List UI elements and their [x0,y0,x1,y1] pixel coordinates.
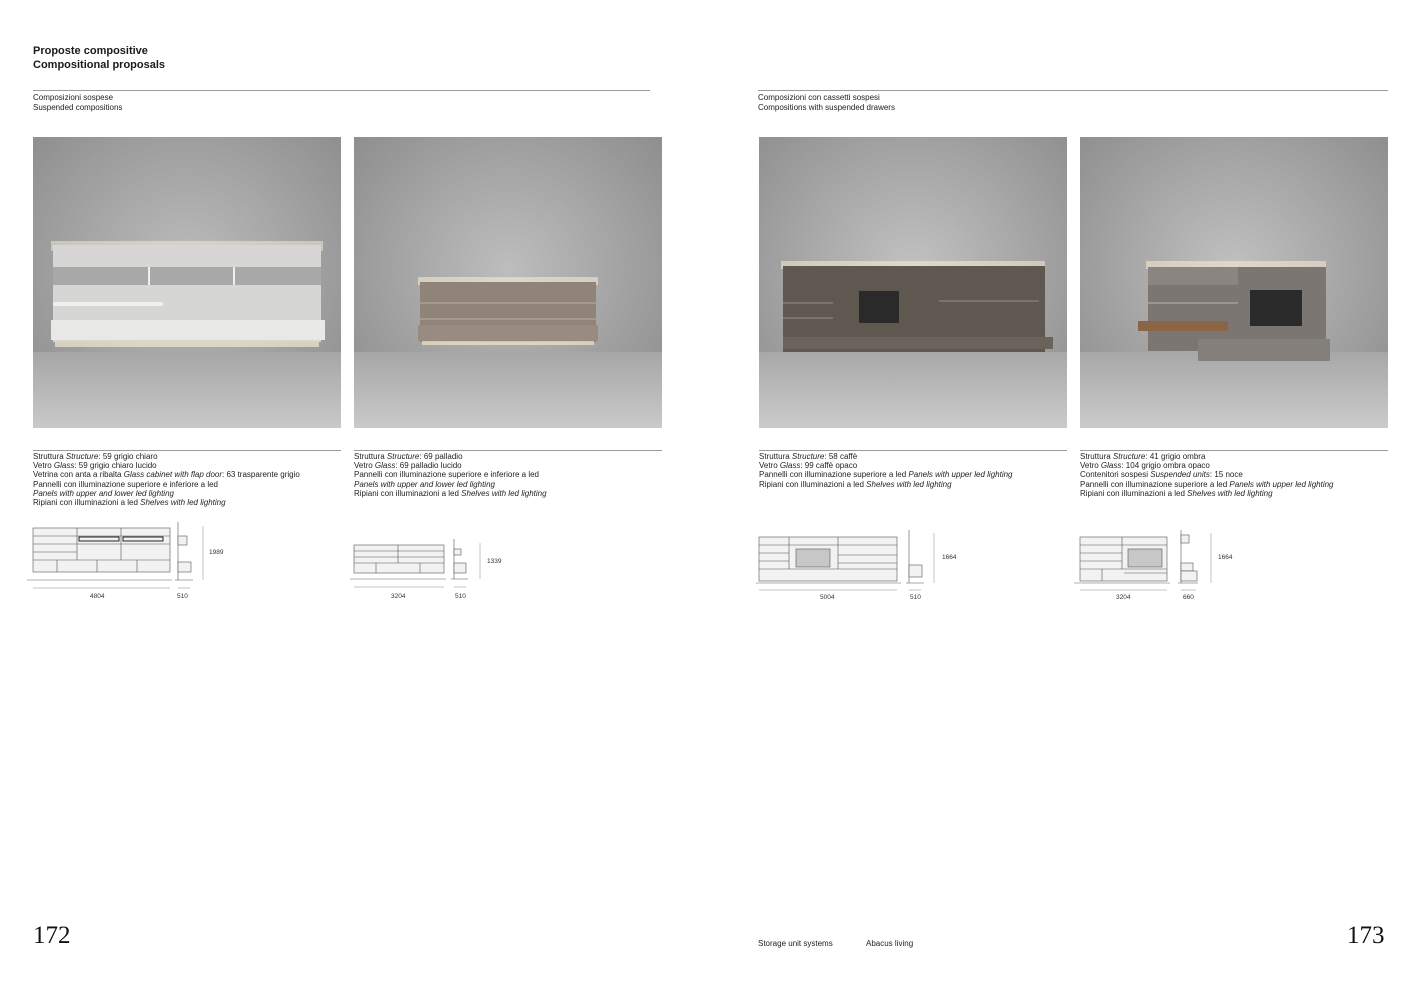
spec-text-en: Suspended units [1150,470,1210,480]
dimension-width: 4804 [90,593,105,600]
spec-line [1080,470,1334,479]
spec-line [33,489,300,498]
composition-photo-4 [1080,137,1388,428]
dimension-width: 5004 [820,594,835,601]
spec-text-en: Shelves with led lighting [461,488,547,498]
spec-text-en: Glass [53,461,75,471]
spec-line [354,470,547,479]
spec-text-en: Structure [791,452,825,461]
spec-text: : 58 caffè [824,452,858,461]
composition-photo-1 [33,137,341,428]
spec-text: Ripiani con illuminazioni a led [1080,488,1188,498]
spec-text-en: Structure [386,452,420,461]
dimension-depth: 510 [910,594,921,601]
spec-text: Vetro [1080,461,1101,471]
spec-line [33,452,300,461]
dimension-height: 1664 [942,554,957,561]
header-rule-left [33,90,650,91]
spec-text: Vetro [33,461,54,471]
section-heading-right [758,93,895,112]
spec-text: : 99 caffè opaco [800,461,858,471]
composition-specs [1080,452,1334,498]
spec-text: Pannelli con illuminazione superiore e inferiore a led [354,470,539,480]
technical-drawing-1 [27,518,227,608]
spec-text-en: Panels with upper and lower led lighting [33,488,174,498]
spec-text: : 15 noce [1209,470,1243,480]
spec-line [759,470,1013,479]
spec-text: : 69 palladio lucido [395,461,462,471]
spec-text: Pannelli con illuminazione superiore e inferiore a led [33,479,218,489]
dimension-width: 3204 [391,593,406,600]
spec-text: : 41 grigio ombra [1145,452,1206,461]
spec-line [354,461,547,470]
spec-text-en: Structure [1112,452,1146,461]
spec-rule-3 [759,450,1067,451]
section-heading-en: Compositions with suspended drawers [758,102,895,112]
spec-text-en: Shelves with led lighting [140,498,226,508]
spec-line [33,461,300,470]
composition-specs [759,452,1013,489]
spec-text: Pannelli con illuminazione superiore a led [759,470,909,480]
spec-line [1080,480,1334,489]
composition-specs [354,452,547,498]
spec-text: Struttura [1080,452,1113,461]
spec-line [33,498,300,507]
page-number-right: 173 [1347,922,1385,949]
composition-photo-3 [759,137,1067,428]
spec-text: Struttura [759,452,792,461]
spec-text-en: Shelves with led lighting [1187,488,1273,498]
technical-drawing-2 [350,535,520,608]
spec-line [759,452,1013,461]
dimension-height: 1339 [487,558,502,565]
spec-text: : 63 trasparente grigio [222,470,300,480]
spec-text-en: Panels with upper led lighting [908,470,1013,480]
technical-drawing-4 [1074,525,1244,608]
spec-text: : 59 grigio chiaro lucido [74,461,157,471]
spec-line [33,470,300,479]
spec-line [1080,489,1334,498]
section-heading-it: Composizioni con cassetti sospesi [758,93,880,102]
page-title-en: Compositional proposals [33,58,166,71]
dimension-height: 1989 [209,549,224,556]
section-heading-left [33,93,122,112]
spec-line [759,480,1013,489]
spec-text: Contenitori sospesi [1080,470,1151,480]
spec-text: Vetro [759,461,780,471]
spec-text: : 69 palladio [419,452,463,461]
composition-specs [33,452,300,507]
spec-text: Ripiani con illuminazioni a led [33,498,141,508]
page-number-left: 172 [33,922,71,949]
dimension-depth: 660 [1183,594,1194,601]
spec-text: : 104 grigio ombra opaco [1121,461,1210,471]
spec-line [759,461,1013,470]
spec-line [33,480,300,489]
spec-text: Ripiani con illuminazioni a led [354,488,462,498]
spec-text-en: Structure [65,452,99,461]
section-heading-en: Suspended compositions [33,102,123,112]
spec-line [354,489,547,498]
spec-text: : 59 grigio chiaro [98,452,158,461]
page-title-it: Proposte compositive [33,45,148,57]
header-rule-right [758,90,1388,91]
spec-text-en: Glass [1100,461,1122,471]
spec-text-en: Glass cabinet with flap door [123,470,223,480]
spec-text: Struttura [33,452,66,461]
spec-text-en: Glass [779,461,801,471]
spec-text-en: Panels with upper led lighting [1229,479,1334,489]
spec-text-en: Shelves with led lighting [866,479,952,489]
spec-text: Ripiani con illuminazioni a led [759,479,867,489]
spec-text: Pannelli con illuminazione superiore a led [1080,479,1230,489]
spec-line [1080,452,1334,461]
footer-category: Storage unit systems [758,939,833,948]
dimension-height: 1664 [1218,554,1233,561]
spec-text-en: Panels with upper and lower led lighting [354,479,495,489]
spec-text-en: Glass [374,461,396,471]
spec-text: Vetrina con anta a ribalta [33,470,124,480]
spec-rule-1 [33,450,341,451]
spec-line [1080,461,1334,470]
dimension-depth: 510 [177,593,188,600]
dimension-width: 3204 [1116,594,1131,601]
dimension-depth: 510 [455,593,466,600]
spec-rule-2 [354,450,662,451]
spec-rule-4 [1080,450,1388,451]
section-heading-it: Composizioni sospese [33,93,114,102]
spec-line [354,452,547,461]
technical-drawing-3 [756,525,966,608]
spec-text: Vetro [354,461,375,471]
footer-collection: Abacus living [866,939,914,948]
page-title [33,45,165,72]
spec-text: Struttura [354,452,387,461]
composition-photo-2 [354,137,662,428]
spec-line [354,480,547,489]
